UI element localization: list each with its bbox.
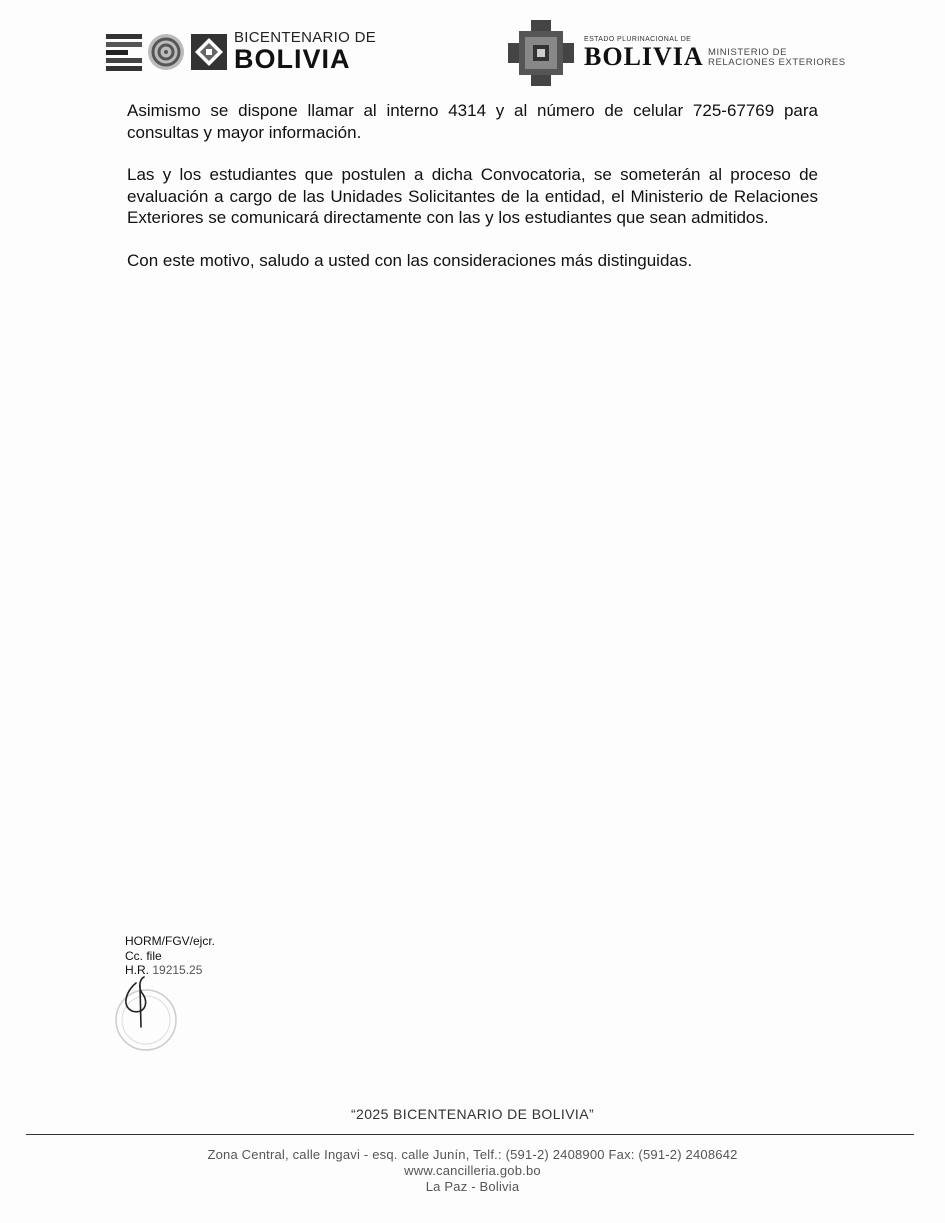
footer-divider xyxy=(26,1134,914,1135)
footer-slogan: “2025 BICENTENARIO DE BOLIVIA” xyxy=(350,1106,595,1122)
footer-website: www.cancilleria.gob.bo xyxy=(404,1163,541,1178)
state-logo xyxy=(504,18,704,88)
bicentenario-line2: BOLIVIA xyxy=(234,44,351,74)
state-emblem-icon xyxy=(504,18,578,88)
ministry-line2: RELACIONES EXTERIORES xyxy=(708,57,846,68)
signature-stamp xyxy=(110,975,190,1055)
letter-body xyxy=(127,100,818,292)
footer-contact xyxy=(0,1147,945,1195)
spiral-icon xyxy=(146,32,186,72)
reference-block xyxy=(125,934,215,978)
bicentenario-wordmark xyxy=(234,30,376,73)
state-wordmark xyxy=(584,36,704,70)
paragraph: Asimismo se dispone llamar al interno 4314 y al número de celular 725-67769 para consultas y mayor información. xyxy=(127,101,818,142)
footer-address: Zona Central, calle Ingavi - esq. calle Junín, Telf.: (591-2) 2408900 Fax: (591-2) 2408642 xyxy=(207,1147,738,1162)
state-line1: ESTADO PLURINACIONAL DE xyxy=(584,36,692,43)
footer-city: La Paz - Bolivia xyxy=(425,1179,520,1194)
bicentenario-logo xyxy=(106,30,376,73)
paragraph: Las y los estudiantes que postulen a dicha Convocatoria, se someterán al proceso de evaluación a cargo de las Unidades Solicitantes de la entidad, el Ministerio de Relaciones Exteriores se comunicará directamente con las y los estudiantes que sean admitidos. xyxy=(127,165,818,227)
hr-number: 19215.25 xyxy=(152,963,203,977)
bicentenario-line1: BICENTENARIO DE xyxy=(234,29,377,46)
ministry-name xyxy=(708,48,846,68)
letterhead xyxy=(0,0,945,100)
paragraph: Con este motivo, saludo a usted con las consideraciones más distinguidas. xyxy=(127,250,693,270)
state-line2: BOLIVIA xyxy=(584,42,704,71)
ministry-line1: MINISTERIO DE xyxy=(708,47,788,58)
copy-note: Cc. file xyxy=(125,948,162,963)
bicentenario-emblem xyxy=(106,32,228,72)
hr-prefix: H.R. xyxy=(125,963,153,977)
chakana-icon xyxy=(190,32,228,72)
initials: HORM/FGV/ejcr. xyxy=(125,934,216,948)
stripes-icon xyxy=(106,32,142,72)
